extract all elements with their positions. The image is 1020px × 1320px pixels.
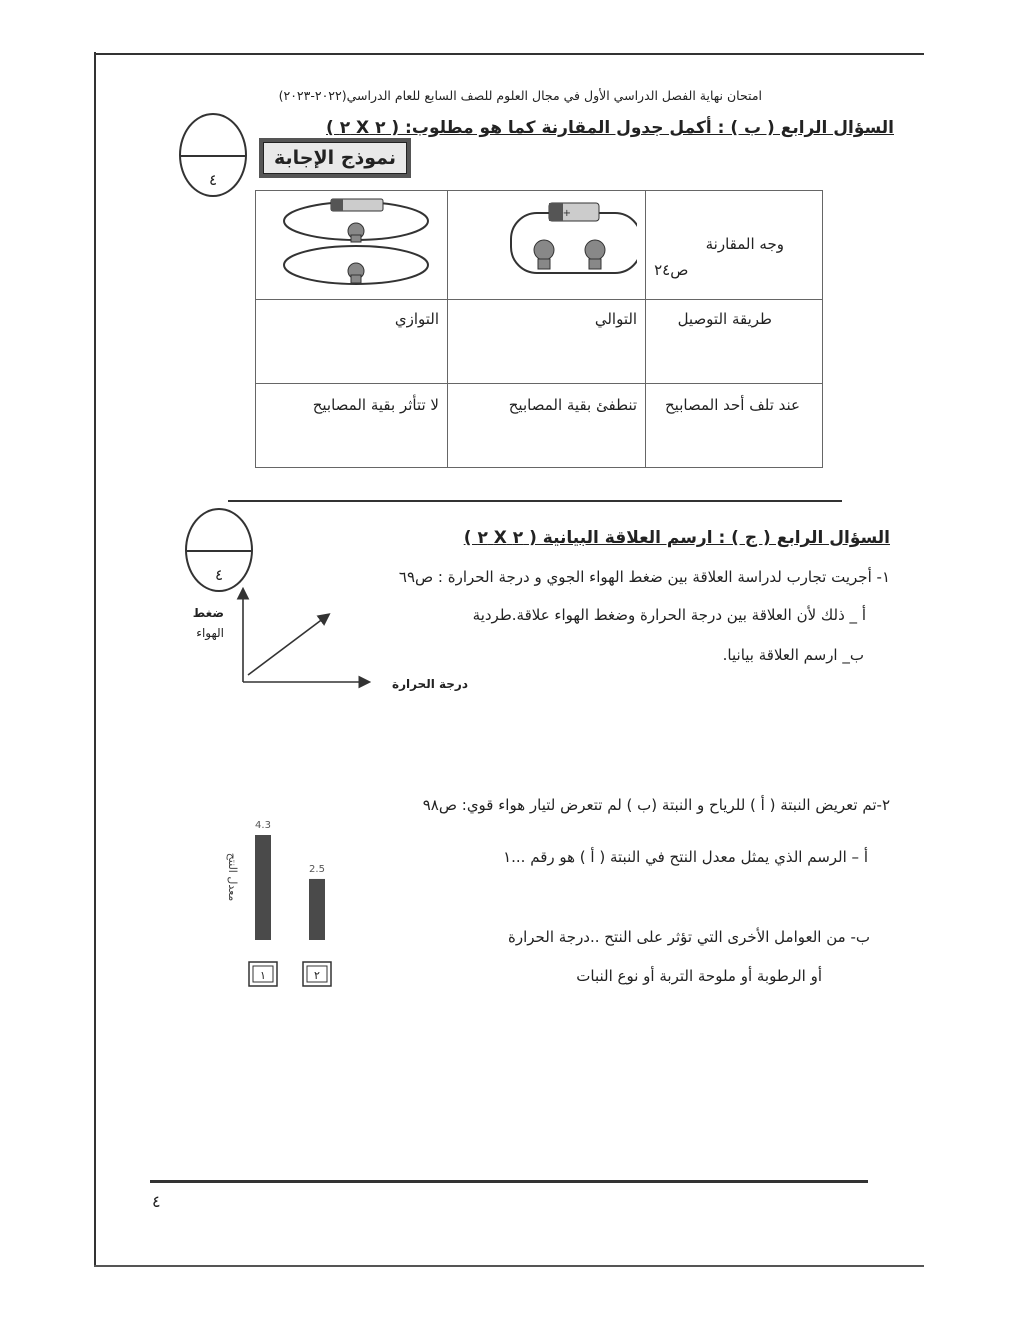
q4c-title: السؤال الرابع ( ج ) : ارسم العلاقة البيانية ( ٢ X ٢ ) — [463, 528, 890, 548]
row2-label: عند تلف أحد المصابيح — [646, 384, 823, 468]
relationship-graph — [230, 585, 380, 695]
q4b-score: ٤ — [208, 171, 218, 189]
graph-y-label-1: ضغط — [192, 606, 224, 620]
bar-2 — [309, 879, 325, 940]
comparison-table — [255, 190, 823, 468]
graph-y-label-2: الهواء — [196, 626, 224, 640]
parallel-circuit-cell — [256, 191, 448, 300]
item1-answer-a: أ _ ذلك لأن العلاقة بين درجة الحرارة وضغط الهواء علاقة.طردية — [472, 606, 866, 624]
page-left-border — [94, 52, 96, 1267]
answer-model-label: نموذج الإجابة — [263, 142, 407, 174]
row2-parallel: لا تتأثر بقية المصابيح — [256, 384, 448, 468]
item2-stem: ٢-تم تعريض النبتة ( أ ) للرياح و النبتة (ب ) لم تتعرض لتيار هواء قوي: ص٩٨ — [422, 796, 890, 814]
q4b-score-circle — [179, 113, 247, 197]
category-label-2: ٢ — [314, 969, 320, 982]
item2-answer-b-line2: أو الرطوبة أو ملوحة التربة أو نوع النبات — [576, 967, 822, 985]
bar-value-label-2: 2.5 — [309, 863, 325, 875]
row2-series: تنطفئ بقية المصابيح — [448, 384, 646, 468]
row1-label: طريقة التوصيل — [646, 300, 823, 384]
comparison-header-cell — [646, 191, 823, 300]
bar-chart-y-label: معدل النتح — [226, 852, 239, 902]
row1-series: التوالي — [448, 300, 646, 384]
q4c-score: ٤ — [214, 566, 224, 584]
bar-1 — [255, 835, 271, 940]
q4c-score-circle — [185, 508, 253, 592]
item1-answer-b: ب_ ارسم العلاقة بيانيا. — [722, 646, 864, 664]
answer-model-badge — [259, 138, 411, 178]
page-top-border — [94, 53, 924, 55]
series-circuit-cell — [448, 191, 646, 300]
item1-stem: ١- أجريت تجارب لدراسة العلاقة بين ضغط الهواء الجوي و درجة الحرارة : ص٦٩ — [398, 568, 890, 586]
graph-x-label: درجة الحرارة — [391, 677, 468, 691]
row1-parallel: التوازي — [256, 300, 448, 384]
transpiration-bar-chart — [205, 805, 355, 1000]
section-separator — [228, 500, 842, 502]
item2-answer-a: أ – الرسم الذي يمثل معدل النتح في النبتة ( أ ) هو رقم ...١ — [503, 848, 868, 866]
page-number: ٤ — [152, 1192, 161, 1211]
bar-value-label-1: 4.3 — [255, 820, 271, 831]
comparison-header-label: وجه المقارنة — [705, 235, 784, 253]
item2-answer-b-line1: ب- من العوامل الأخرى التي تؤثر على النتح ..درجة الحرارة — [508, 928, 870, 946]
page-bottom-border — [94, 1265, 924, 1267]
footer-line — [150, 1180, 868, 1183]
comparison-header-page: ص٢٤ — [654, 261, 689, 279]
svg-text:+: + — [562, 208, 572, 219]
graph-direct-relation-line — [248, 615, 328, 675]
category-label-1: ١ — [260, 969, 266, 982]
q4b-title: السؤال الرابع ( ب ) : أكمل جدول المقارنة كما هو مطلوب: ( ٢ X ٢ ) — [326, 118, 894, 138]
series-circuit-image — [467, 197, 637, 287]
exam-title: امتحان نهاية الفصل الدراسي الأول في مجال العلوم للصف السابع للعام الدراسي(٢٠٢٢-٢٠٢٣) — [278, 88, 762, 103]
parallel-circuit-image — [264, 197, 439, 289]
